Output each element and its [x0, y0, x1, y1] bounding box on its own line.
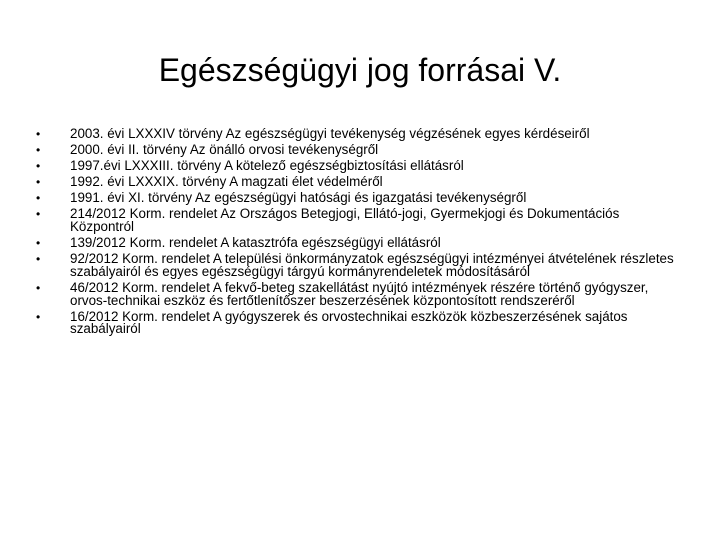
- list-item: [36, 279, 676, 308]
- list-item-text: 2003. évi LXXXIV törvény Az egészségügyi tevékenység végzésének egyes kérdéseiről: [70, 126, 590, 141]
- list-item: [36, 253, 676, 278]
- bullet-icon: •: [36, 143, 41, 158]
- bullet-icon: •: [36, 280, 41, 295]
- list-item-text: 46/2012 Korm. rendelet A fekvő-beteg szakellátást nyújtó intézmények részére történő gyógyszer, orvos-technikai eszköz és fertőtlenítőszer beszerzésének központosított rendszeréről: [70, 279, 649, 308]
- list-item-text: 1991. évi XI. törvény Az egészségügyi hatósági és igazgatási tevékenységről: [70, 190, 527, 206]
- bullet-icon: •: [36, 207, 41, 222]
- list-item-text: 16/2012 Korm. rendelet A gyógyszerek és orvostechnikai eszközök közbeszerzésének sajátos szabályairól: [70, 308, 628, 337]
- list-item: [36, 308, 676, 337]
- list-item: [36, 237, 676, 250]
- bullet-list: [36, 128, 676, 339]
- list-item-text: 1992. évi LXXXIX. törvény A magzati élet védelméről: [70, 174, 383, 190]
- list-item-text: 214/2012 Korm. rendelet Az Országos Betegjogi, Ellátó-jogi, Gyermekjogi és Dokumentációs Központról: [70, 206, 620, 235]
- list-item: [36, 144, 676, 157]
- bullet-icon: •: [36, 191, 41, 206]
- list-item-text: 1997.évi LXXXIII. törvény A kötelező egészségbiztosítási ellátásról: [70, 158, 464, 174]
- bullet-icon: •: [36, 236, 41, 251]
- list-item: [36, 160, 676, 173]
- list-item-text: 92/2012 Korm. rendelet A települési önkormányzatok egészségügyi intézményei átvételének részletes szabályairól és egyes egészségügyi tárgyú kormányrendeletek módosításáról: [70, 251, 674, 279]
- list-item: [36, 176, 676, 189]
- list-item-text: 139/2012 Korm. rendelet A katasztrófa egészségügyi ellátásról: [70, 235, 441, 251]
- bullet-icon: •: [36, 159, 41, 174]
- bullet-icon: •: [36, 309, 41, 324]
- list-item: [36, 128, 676, 141]
- slide-title: Egészségügyi jog forrásai V.: [158, 52, 562, 88]
- list-item: [36, 192, 676, 205]
- bullet-icon: •: [36, 252, 41, 267]
- list-item: [36, 208, 676, 233]
- list-item-text: 2000. évi II. törvény Az önálló orvosi tevékenységről: [70, 142, 379, 158]
- bullet-icon: •: [36, 175, 41, 190]
- bullet-icon: •: [36, 127, 41, 141]
